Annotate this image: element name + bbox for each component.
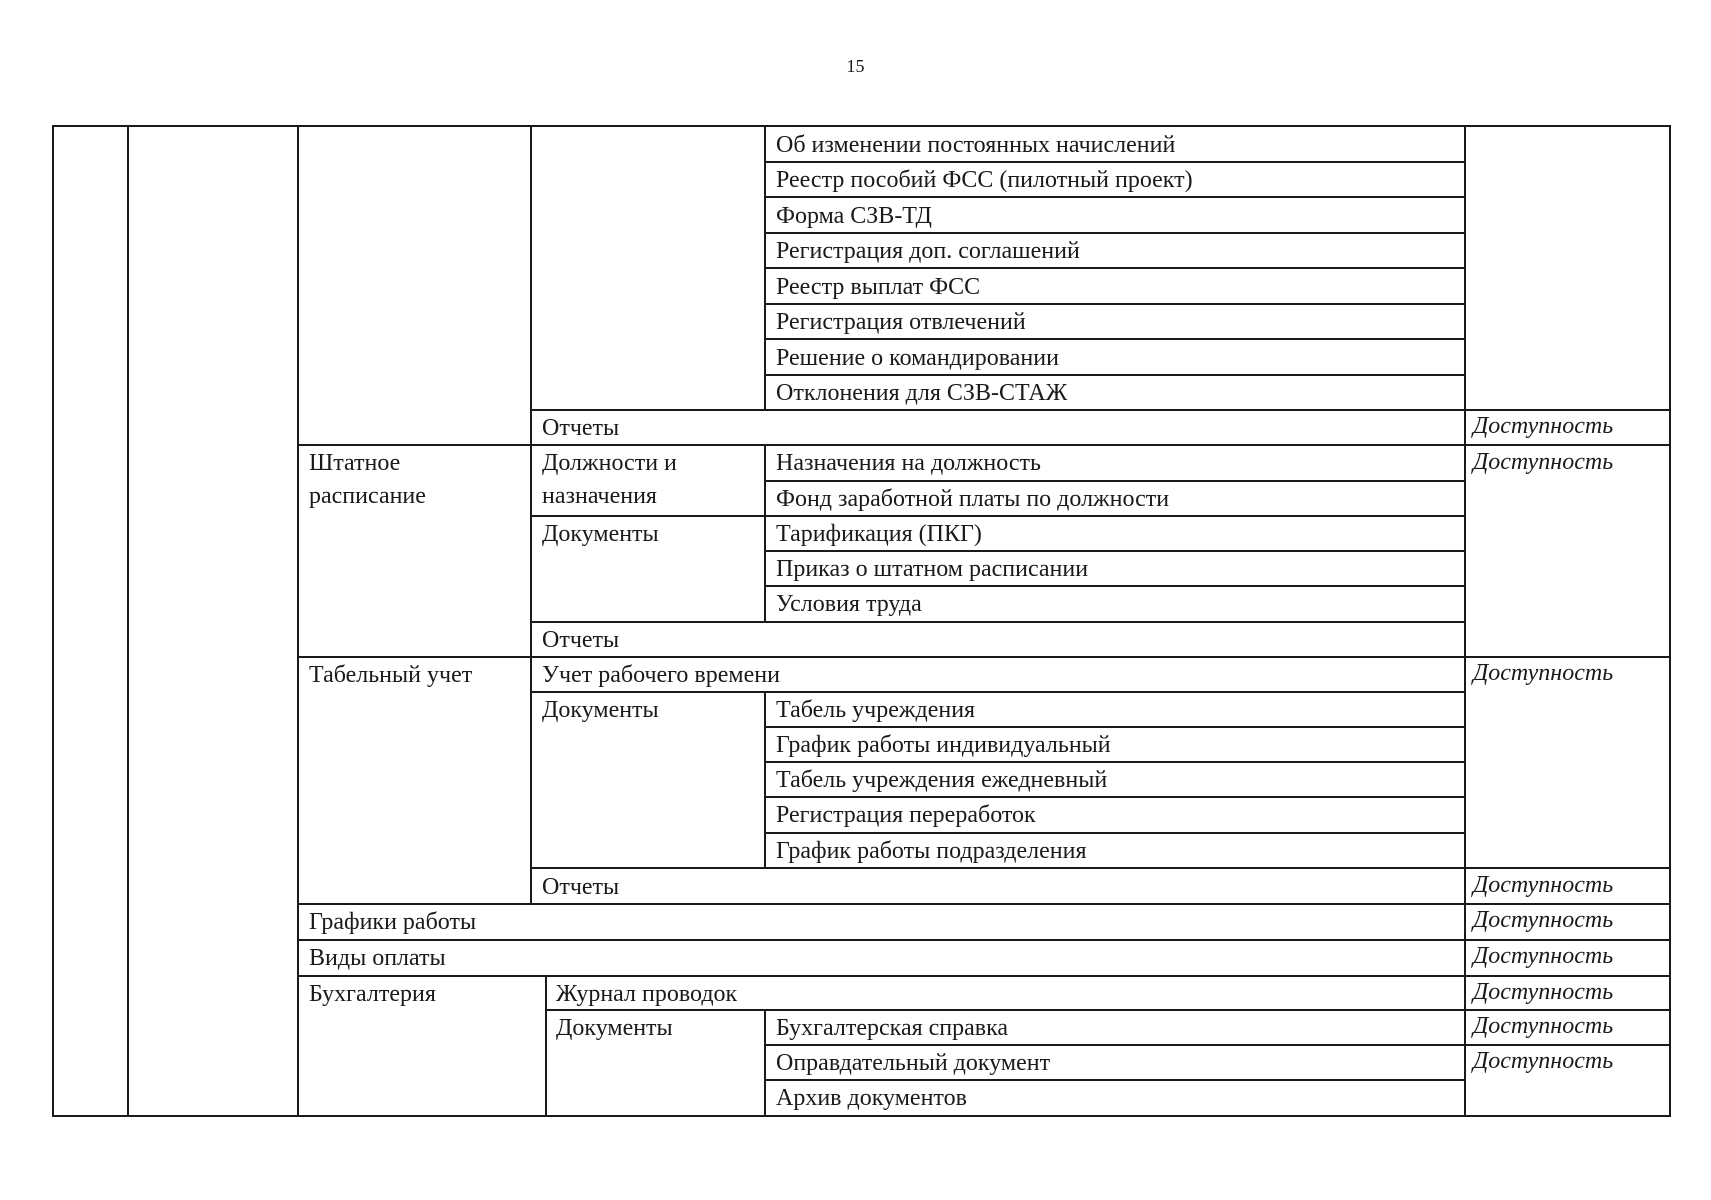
item-label: Регистрация переработок [776,802,1036,828]
access-label: Доступность [1473,943,1614,969]
item-label: Назначения на должность [776,450,1041,476]
reports-label: Отчеты [542,874,620,900]
reports-label: Отчеты [542,415,620,441]
group-label: Должности и [542,450,677,476]
access-label: Доступность [1473,907,1614,933]
item-label: Регистрация доп. соглашений [776,238,1080,264]
item-label: Реестр выплат ФСС [776,274,981,300]
group-label: Документы [542,521,659,547]
item-label: Приказ о штатном расписании [776,556,1089,582]
item-label: Бухгалтерская справка [776,1015,1009,1041]
item-label: Об изменении постоянных начислений [776,132,1176,158]
section-label: Штатное [309,450,401,476]
item-label: Реестр пособий ФСС (пилотный проект) [776,167,1193,193]
access-label: Доступность [1473,413,1614,439]
section-label: Виды оплаты [309,945,446,971]
access-label: Доступность [1473,1048,1614,1074]
item-label: График работы индивидуальный [776,732,1111,758]
group-label: Документы [542,697,659,723]
group-label: Документы [556,1015,673,1041]
item-label: График работы подразделения [776,838,1087,864]
group-label: Журнал проводок [556,981,738,1007]
item-label: Регистрация отвлечений [776,309,1026,335]
group-label: Учет рабочего времени [542,662,780,688]
item-label: Тарификация (ПКГ) [776,521,982,547]
section-label: Бухгалтерия [309,981,436,1007]
access-label: Доступность [1473,1013,1614,1039]
item-label: Табель учреждения ежедневный [776,767,1108,793]
item-label: Условия труда [776,591,922,617]
access-label: Доступность [1473,449,1614,475]
item-label: Решение о командировании [776,345,1059,371]
item-label: Форма СЗВ-ТД [776,203,932,229]
item-label: Табель учреждения [776,697,976,723]
item-label: Оправдательный документ [776,1050,1051,1076]
section-label: Графики работы [309,909,477,935]
item-label: Фонд заработной платы по должности [776,486,1170,512]
reports-label: Отчеты [542,627,620,653]
item-label: Архив документов [776,1085,967,1111]
access-label: Доступность [1473,872,1614,898]
group-label: назначения [542,483,657,509]
item-label: Отклонения для СЗВ-СТАЖ [776,380,1068,406]
section-label: Табельный учет [309,662,473,688]
section-label: расписание [309,483,426,509]
access-label: Доступность [1473,979,1614,1005]
page-number: 15 [846,56,865,76]
access-label: Доступность [1473,660,1614,686]
